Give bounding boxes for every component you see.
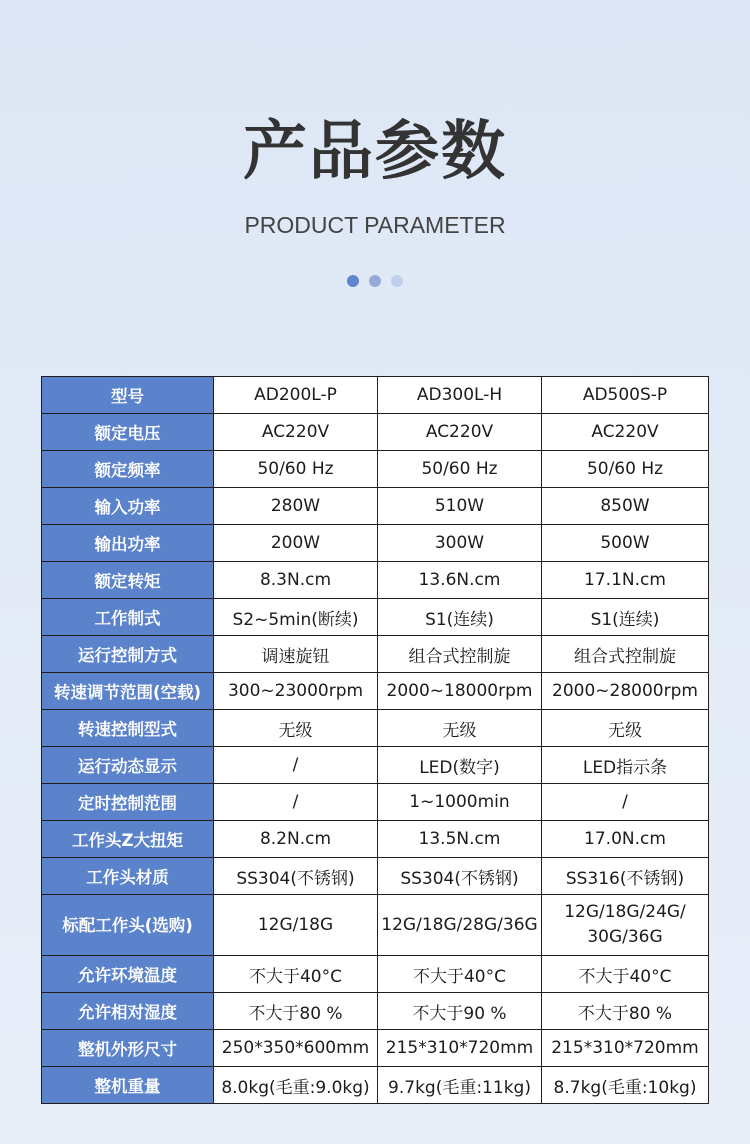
row-label: 工作头材质 bbox=[42, 858, 214, 895]
table-cell: 17.1N.cm bbox=[542, 562, 709, 599]
row-label: 允许环境温度 bbox=[42, 956, 214, 993]
table-cell: SS304(不锈钢) bbox=[214, 858, 378, 895]
table-cell: 8.7kg(毛重:10kg) bbox=[542, 1067, 709, 1104]
table-cell: 280W bbox=[214, 488, 378, 525]
row-label: 输出功率 bbox=[42, 525, 214, 562]
table-row bbox=[42, 784, 709, 821]
table-cell: / bbox=[214, 784, 378, 821]
table-cell: 不大于80 % bbox=[542, 993, 709, 1030]
table-row bbox=[42, 414, 709, 451]
table-cell: 300W bbox=[378, 525, 542, 562]
table-cell: 250*350*600mm bbox=[214, 1030, 378, 1067]
table-cell: 不大于40°C bbox=[542, 956, 709, 993]
table-row bbox=[42, 377, 709, 414]
table-cell: 50/60 Hz bbox=[542, 451, 709, 488]
table-row bbox=[42, 747, 709, 784]
row-label: 额定电压 bbox=[42, 414, 214, 451]
table-cell: 8.0kg(毛重:9.0kg) bbox=[214, 1067, 378, 1104]
table-cell: 12G/18G/28G/36G bbox=[378, 895, 542, 956]
table-cell: 13.6N.cm bbox=[378, 562, 542, 599]
table-cell: 2000~28000rpm bbox=[542, 673, 709, 710]
table-row bbox=[42, 821, 709, 858]
table-cell: 2000~18000rpm bbox=[378, 673, 542, 710]
row-label: 额定频率 bbox=[42, 451, 214, 488]
row-label: 整机外形尺寸 bbox=[42, 1030, 214, 1067]
table-row bbox=[42, 451, 709, 488]
table-cell: S1(连续) bbox=[542, 599, 709, 636]
table-cell: 850W bbox=[542, 488, 709, 525]
table-cell: S2~5min(断续) bbox=[214, 599, 378, 636]
dot-icon bbox=[369, 275, 381, 287]
table-cell: AD200L-P bbox=[214, 377, 378, 414]
table-cell: LED指示条 bbox=[542, 747, 709, 784]
parameter-table bbox=[41, 376, 709, 1104]
table-cell: / bbox=[542, 784, 709, 821]
table-cell: 不大于80 % bbox=[214, 993, 378, 1030]
table-cell: AD300L-H bbox=[378, 377, 542, 414]
table-cell: 215*310*720mm bbox=[542, 1030, 709, 1067]
row-label: 运行控制方式 bbox=[42, 636, 214, 673]
table-cell: 17.0N.cm bbox=[542, 821, 709, 858]
table-cell: 200W bbox=[214, 525, 378, 562]
row-label: 整机重量 bbox=[42, 1067, 214, 1104]
table-cell: 8.3N.cm bbox=[214, 562, 378, 599]
table-cell: 50/60 Hz bbox=[378, 451, 542, 488]
table-row bbox=[42, 1067, 709, 1104]
table-cell: 12G/18G bbox=[214, 895, 378, 956]
row-label: 标配工作头(选购) bbox=[42, 895, 214, 956]
table-cell: 不大于40°C bbox=[214, 956, 378, 993]
table-cell: S1(连续) bbox=[378, 599, 542, 636]
table-cell: 300~23000rpm bbox=[214, 673, 378, 710]
table-cell: 无级 bbox=[542, 710, 709, 747]
table-cell: 无级 bbox=[378, 710, 542, 747]
row-label: 输入功率 bbox=[42, 488, 214, 525]
table-row bbox=[42, 895, 709, 956]
table-cell: 50/60 Hz bbox=[214, 451, 378, 488]
table-cell: 1~1000min bbox=[378, 784, 542, 821]
table-cell: 510W bbox=[378, 488, 542, 525]
row-label: 运行动态显示 bbox=[42, 747, 214, 784]
table-row bbox=[42, 599, 709, 636]
table-cell: 组合式控制旋 bbox=[542, 636, 709, 673]
table-row bbox=[42, 525, 709, 562]
table-cell: 不大于40°C bbox=[378, 956, 542, 993]
table-row bbox=[42, 993, 709, 1030]
table-row bbox=[42, 956, 709, 993]
row-label: 转速调节范围(空载) bbox=[42, 673, 214, 710]
table-row bbox=[42, 1030, 709, 1067]
page-title: 产品参数 bbox=[243, 115, 507, 189]
table-cell: 8.2N.cm bbox=[214, 821, 378, 858]
row-label: 定时控制范围 bbox=[42, 784, 214, 821]
row-label: 额定转矩 bbox=[42, 562, 214, 599]
parameter-table-body bbox=[42, 377, 709, 1104]
table-cell: 500W bbox=[542, 525, 709, 562]
table-cell: AC220V bbox=[542, 414, 709, 451]
row-label: 工作头Z大扭矩 bbox=[42, 821, 214, 858]
table-row bbox=[42, 858, 709, 895]
table-row bbox=[42, 710, 709, 747]
dot-icon bbox=[347, 275, 359, 287]
table-cell: 调速旋钮 bbox=[214, 636, 378, 673]
row-label: 允许相对湿度 bbox=[42, 993, 214, 1030]
table-cell: SS304(不锈钢) bbox=[378, 858, 542, 895]
table-cell: 无级 bbox=[214, 710, 378, 747]
row-label: 转速控制型式 bbox=[42, 710, 214, 747]
table-cell: 不大于90 % bbox=[378, 993, 542, 1030]
table-cell: 组合式控制旋 bbox=[378, 636, 542, 673]
table-cell: 12G/18G/24G/ 30G/36G bbox=[542, 895, 709, 956]
table-cell: AC220V bbox=[378, 414, 542, 451]
page-subtitle: PRODUCT PARAMETER bbox=[244, 212, 506, 238]
table-row bbox=[42, 673, 709, 710]
table-cell: 9.7kg(毛重:11kg) bbox=[378, 1067, 542, 1104]
table-row bbox=[42, 488, 709, 525]
dot-icon bbox=[391, 275, 403, 287]
row-label: 型号 bbox=[42, 377, 214, 414]
decorative-dots bbox=[0, 275, 750, 287]
table-row bbox=[42, 636, 709, 673]
table-cell: / bbox=[214, 747, 378, 784]
table-cell: 215*310*720mm bbox=[378, 1030, 542, 1067]
table-cell: AD500S-P bbox=[542, 377, 709, 414]
table-cell: SS316(不锈钢) bbox=[542, 858, 709, 895]
table-cell: 13.5N.cm bbox=[378, 821, 542, 858]
table-cell: LED(数字) bbox=[378, 747, 542, 784]
row-label: 工作制式 bbox=[42, 599, 214, 636]
table-row bbox=[42, 562, 709, 599]
table-cell: AC220V bbox=[214, 414, 378, 451]
